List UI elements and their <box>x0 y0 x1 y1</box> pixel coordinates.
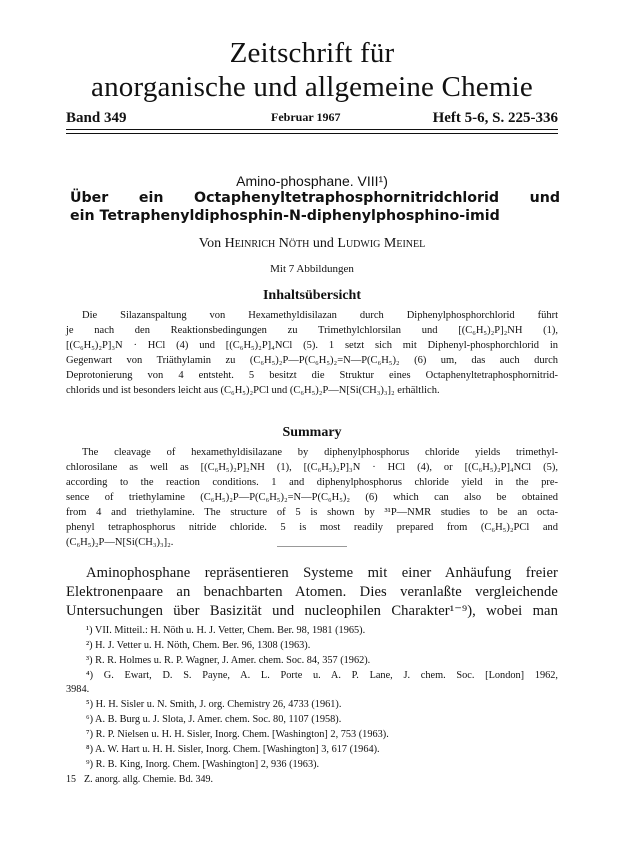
footnote-mark: ³) <box>86 655 93 666</box>
abstract-german-line: je nach den Reaktionsbedingungen zu Trimethylchlorsilan und [(C₆H₅)₂P]₂NH (1), <box>66 325 558 336</box>
footnote-text: G. Ewart, D. S. Payne, A. L. Porte u. A. P. Lane, J. chem. Soc. [London] 1962, <box>103 670 558 681</box>
footnote-continuation: 3984. <box>66 684 90 695</box>
issue-date: Februar 1967 <box>271 110 341 124</box>
article-title-line-1: Über ein Octaphenyltetraphosphornitridchlorid und <box>70 190 560 206</box>
abstract-german-line: Die Silazanspaltung von Hexamethyldisilazan durch Diphenylphosphorchlorid führt <box>82 310 558 321</box>
footnote <box>86 669 558 682</box>
footnote <box>86 758 558 771</box>
footnote <box>86 698 558 711</box>
abstract-german-line: [(C₆H₅)₂P]₃N · HCl (4) und [(C₆H₅)₂P]₄NCl (5). 1 setzt sich mit Diphenyl-phosphorchlorid in <box>66 340 558 351</box>
body-text-line: Elektronenpaare an benachbarten Atomen. Dies veranlaßte vergleichende <box>66 584 558 600</box>
separator-rule <box>277 546 347 547</box>
journal-title-line-1: Zeitschrift für <box>229 37 395 69</box>
author-line <box>0 236 624 252</box>
footnote-text: R. R. Holmes u. R. P. Wagner, J. Amer. chem. Soc. 84, 357 (1962). <box>95 655 371 666</box>
abstract-english-line: (C₆H₅)₂P—N[Si(CH₃)₃]₂. <box>66 537 174 548</box>
footnote-text: VII. Mitteil.: H. Nöth u. H. J. Vetter, Chem. Ber. 98, 1981 (1965). <box>94 625 366 636</box>
sheet-signature <box>66 774 213 785</box>
header-rule-thick <box>66 129 558 130</box>
footnote-mark: ²) <box>86 640 93 651</box>
body-text-line: Untersuchungen über Basizität und nucleophilen Charakter¹⁻⁹), wobei man <box>66 603 558 619</box>
article-title-line-2: ein Tetraphenyldiphosphin-N-diphenylphosphino-imid <box>70 208 500 224</box>
footnote <box>86 743 558 756</box>
abstract-english-line: The cleavage of hexamethyldisilazane by diphenylphosphorus chloride yields trimethyl- <box>82 447 558 458</box>
volume-number: Band 349 <box>66 110 127 126</box>
footnote-mark: ⁵) <box>86 699 94 710</box>
issue-pages: Heft 5-6, S. 225-336 <box>432 110 558 126</box>
abstract-german-heading: Inhaltsübersicht <box>262 288 362 303</box>
signature-number: 15 <box>66 774 76 785</box>
footnote-text: A. W. Hart u. H. H. Sisler, Inorg. Chem. [Washington] 3, 617 (1964). <box>95 744 380 755</box>
footnote-mark: ⁶) <box>86 714 94 725</box>
series-title: Amino-phosphane. VIII¹) <box>236 173 388 189</box>
footnote <box>86 713 558 726</box>
authors-conjunction: und <box>309 236 338 251</box>
abstract-german-line: chlorids und ist besonders leicht aus (C₆H₅)₂PCl und (C₆H₅)₂P—N[Si(CH₃)₃]₂ erhältlich. <box>66 385 440 396</box>
body-text-line: Aminophosphane repräsentieren Systeme mit einer Anhäufung freier <box>86 565 558 581</box>
footnote-mark: ⁴) <box>86 670 94 681</box>
footnote <box>86 624 558 637</box>
abstract-english-line: according to the reaction conditions. 1 and diphenylphosphorus chloride yield in the pre- <box>66 477 558 488</box>
figures-note: Mit 7 Abbildungen <box>270 263 354 275</box>
footnote-mark: ¹) <box>86 625 93 636</box>
journal-title-line-2: anorganische und allgemeine Chemie <box>91 71 533 103</box>
authors-prefix: Von <box>198 236 225 251</box>
footnote <box>86 639 558 652</box>
footnote-mark: ⁷) <box>86 729 94 740</box>
issue-info-line <box>66 110 558 130</box>
abstract-german-line: Gegenwart von Triäthylamin zu (C₆H₅)₂P—P(C₆H₅)₂=N—P(C₆H₅)₂ (6) um, das auch durch <box>66 355 558 366</box>
abstract-english-line: from 4 and triethylamine. The structure of 5 is shown by ³¹P—NMR studies to be an octa- <box>66 507 558 518</box>
author-2: Ludwig Meinel <box>337 236 426 251</box>
author-1: Heinrich Nöth <box>224 236 310 251</box>
abstract-english-line: chlorosilane as well as [(C₆H₅)₂P]₂NH (1), [(C₆H₅)₂P]₃N · HCl (4), or [(C₆H₅)₂P]₄NCl (5), <box>66 462 558 473</box>
footnote-text: R. P. Nielsen u. H. H. Sisler, Inorg. Chem. [Washington] 2, 753 (1963). <box>95 729 389 740</box>
footnote-mark: ⁹) <box>86 759 94 770</box>
header-rule-thin <box>66 133 558 134</box>
footnote-text: H. J. Vetter u. H. Nöth, Chem. Ber. 96, 1308 (1963). <box>95 640 311 651</box>
abstract-english-line: sence of triethylamine (C₆H₅)₂P—P(C₆H₅)₂=N—P(C₆H₅)₂ (6) which can also be obtained <box>66 492 558 503</box>
signature-text: Z. anorg. allg. Chemie. Bd. 349. <box>84 774 213 785</box>
abstract-german-line: Deprotonierung von 4 entsteht. 5 besitzt die Struktur eines Octaphenyltetraphosphornitrid- <box>66 370 558 381</box>
footnote <box>86 654 558 667</box>
footnote-text: H. H. Sisler u. N. Smith, J. org. Chemistry 26, 4733 (1961). <box>95 699 342 710</box>
footnote-text: R. B. King, Inorg. Chem. [Washington] 2, 936 (1963). <box>95 759 320 770</box>
footnote-mark: ⁸) <box>86 744 94 755</box>
footnote-text: A. B. Burg u. J. Slota, J. Amer. chem. Soc. 80, 1107 (1958). <box>95 714 342 725</box>
abstract-english-line: phenyl tetraphosphorus nitride chloride. 5 is most readily prepared from (C₆H₅)₂PCl and <box>66 522 558 533</box>
footnote <box>86 728 558 741</box>
abstract-english-heading: Summary <box>282 425 342 440</box>
